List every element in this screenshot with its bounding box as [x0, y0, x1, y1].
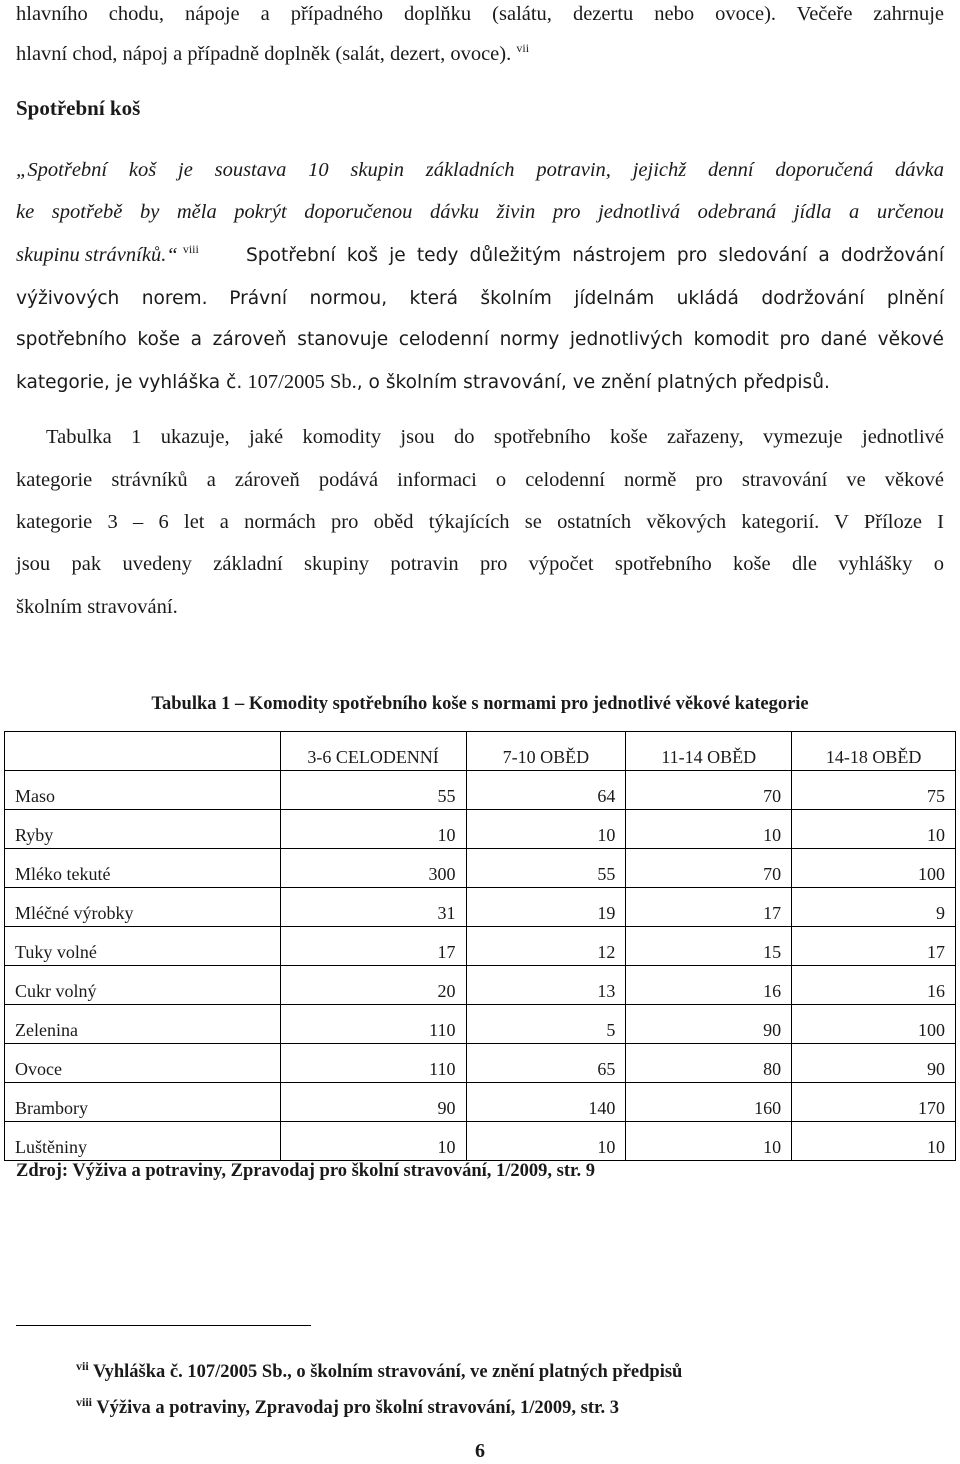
norm-value-cell: 65: [466, 1044, 626, 1083]
table-row: [5, 849, 956, 888]
quote-line-3-text: skupinu strávníků.“: [16, 244, 178, 266]
norm-value-cell: 90: [626, 1005, 792, 1044]
quote-line-1-text: „Spotřební koš je soustava 10 skupin základních potravin, jejichž denní doporučená dávka: [16, 159, 944, 181]
paragraph-1-line-6-a: kategorie, je vyhláška č.: [16, 372, 243, 393]
norm-value-cell: 15: [626, 927, 792, 966]
norm-value-cell: 55: [280, 771, 466, 810]
quote-line-2: ke spotřebě by měla pokrýt doporučenou dávku živin pro jednotlivá odebraná jídla a určenou: [16, 201, 944, 223]
commodity-name-cell: Mléko tekuté: [5, 849, 281, 888]
table-row: [5, 1005, 956, 1044]
footnote-ref-viii: viii: [182, 242, 199, 257]
commodity-name-cell: Maso: [5, 771, 281, 810]
norm-value-cell: 10: [280, 810, 466, 849]
paragraph-1-line-4-a: výživových norem.: [16, 288, 208, 309]
section-heading: Spotřební koš: [16, 96, 141, 120]
commodity-name-cell: Tuky volné: [5, 927, 281, 966]
table-header-cell: 11-14 OBĚD: [626, 732, 792, 771]
norm-value-cell: 55: [466, 849, 626, 888]
paragraph-1-line-6: [16, 370, 944, 395]
norm-value-cell: 75: [792, 771, 956, 810]
intro-line-2: [16, 42, 944, 66]
norm-value-cell: 9: [792, 888, 956, 927]
norm-value-cell: 12: [466, 927, 626, 966]
table-row: [5, 966, 956, 1005]
footnote-viii: [76, 1394, 619, 1419]
paragraph-2-line-5: školním stravování.: [16, 596, 178, 618]
page-number: 6: [475, 1440, 485, 1462]
footnote-ref-vii: vii: [516, 41, 530, 56]
norm-value-cell: 70: [626, 771, 792, 810]
norm-value-cell: 160: [626, 1083, 792, 1122]
norm-value-cell: 17: [280, 927, 466, 966]
norm-value-cell: 90: [280, 1083, 466, 1122]
norm-value-cell: 17: [626, 888, 792, 927]
intro-line-2-text: hlavní chod, nápoj a případně doplněk (salát, dezert, ovoce).: [16, 43, 512, 65]
norm-value-cell: 100: [792, 849, 956, 888]
commodity-name-cell: Zelenina: [5, 1005, 281, 1044]
norm-value-cell: 17: [792, 927, 956, 966]
norm-value-cell: 10: [626, 1122, 792, 1161]
norm-value-cell: 10: [792, 1122, 956, 1161]
norm-value-cell: 110: [280, 1005, 466, 1044]
commodity-name-cell: Cukr volný: [5, 966, 281, 1005]
norm-value-cell: 20: [280, 966, 466, 1005]
norm-value-cell: 140: [466, 1083, 626, 1122]
norm-value-cell: 90: [792, 1044, 956, 1083]
commodity-name-cell: Mléčné výrobky: [5, 888, 281, 927]
table-header-cell: 14-18 OBĚD: [792, 732, 956, 771]
footnote-mark: viii: [76, 1394, 93, 1409]
table-row: [5, 888, 956, 927]
paragraph-1-line-5: spotřebního koše a zároveň stanovuje celodenní normy jednotlivých komodit pro dané věkové: [16, 329, 944, 350]
footnote-rule: [16, 1325, 311, 1326]
norm-value-cell: 10: [792, 810, 956, 849]
norm-value-cell: 170: [792, 1083, 956, 1122]
table-row: [5, 1044, 956, 1083]
table-header-cell: 3-6 CELODENNÍ: [280, 732, 466, 771]
table-row: [5, 927, 956, 966]
norm-value-cell: 64: [466, 771, 626, 810]
paragraph-1-line-4: [16, 286, 944, 311]
intro-line-1: hlavního chodu, nápoje a případného doplňku (salátu, dezertu nebo ovoce). Večeře zahrnuje: [16, 3, 944, 25]
norm-value-cell: 80: [626, 1044, 792, 1083]
norm-value-cell: 10: [626, 810, 792, 849]
table-header-cell: 7-10 OBĚD: [466, 732, 626, 771]
commodity-name-cell: Ovoce: [5, 1044, 281, 1083]
norm-value-cell: 100: [792, 1005, 956, 1044]
norm-value-cell: 110: [280, 1044, 466, 1083]
norm-value-cell: 10: [280, 1122, 466, 1161]
commodity-name-cell: Brambory: [5, 1083, 281, 1122]
table-source: Zdroj: Výživa a potraviny, Zpravodaj pro školní stravování, 1/2009, str. 9: [16, 1161, 596, 1181]
table-row: [5, 810, 956, 849]
commodity-table: [4, 731, 956, 1161]
norm-value-cell: 31: [280, 888, 466, 927]
table-row: [5, 771, 956, 810]
footnote-mark: vii: [76, 1358, 89, 1373]
paragraph-1-line-4-b: Právní normou, která školním jídelnám ukládá dodržování plnění: [229, 288, 944, 309]
norm-value-cell: 16: [626, 966, 792, 1005]
paragraph-2-line-2: kategorie strávníků a zároveň podává informaci o celodenní normě pro stravování ve věkové: [16, 469, 944, 491]
table-caption: Tabulka 1 – Komodity spotřebního koše s normami pro jednotlivé věkové kategorie: [151, 694, 809, 714]
paragraph-1-line-3: Spotřební koš je tedy důležitým nástrojem pro sledování a dodržování: [246, 245, 944, 266]
quote-line-1: [16, 158, 944, 182]
footnote-text: Vyhláška č. 107/2005 Sb., o školním stravování, ve znění platných předpisů: [92, 1362, 683, 1382]
commodity-name-cell: Ryby: [5, 810, 281, 849]
paragraph-2-line-3: kategorie 3 – 6 let a normách pro oběd týkajících se ostatních věkových kategorií. V Příloze I: [16, 511, 944, 533]
norm-value-cell: 13: [466, 966, 626, 1005]
norm-value-cell: 19: [466, 888, 626, 927]
footnote-vii: [76, 1358, 683, 1383]
commodity-name-cell: Luštěniny: [5, 1122, 281, 1161]
table-header-cell: [5, 732, 281, 771]
table-row: [5, 1083, 956, 1122]
paragraph-2-line-1: Tabulka 1 ukazuje, jaké komodity jsou do spotřebního koše zařazeny, vymezuje jednotlivé: [46, 426, 944, 448]
norm-value-cell: 70: [626, 849, 792, 888]
norm-value-cell: 5: [466, 1005, 626, 1044]
paragraph-1-line-6-c: , o školním stravování, ve znění platných předpisů.: [356, 372, 830, 393]
footnote-text: Výživa a potraviny, Zpravodaj pro školní stravování, 1/2009, str. 3: [96, 1398, 619, 1418]
norm-value-cell: 10: [466, 1122, 626, 1161]
paragraph-1-line-6-b: 107/2005 Sb.: [247, 371, 357, 393]
norm-value-cell: 16: [792, 966, 956, 1005]
norm-value-cell: 10: [466, 810, 626, 849]
norm-value-cell: 300: [280, 849, 466, 888]
table-row: [5, 1122, 956, 1161]
paragraph-2-line-4: jsou pak uvedeny základní skupiny potravin pro výpočet spotřebního koše dle vyhlášky o: [16, 553, 944, 575]
table-header-row: [5, 732, 956, 771]
